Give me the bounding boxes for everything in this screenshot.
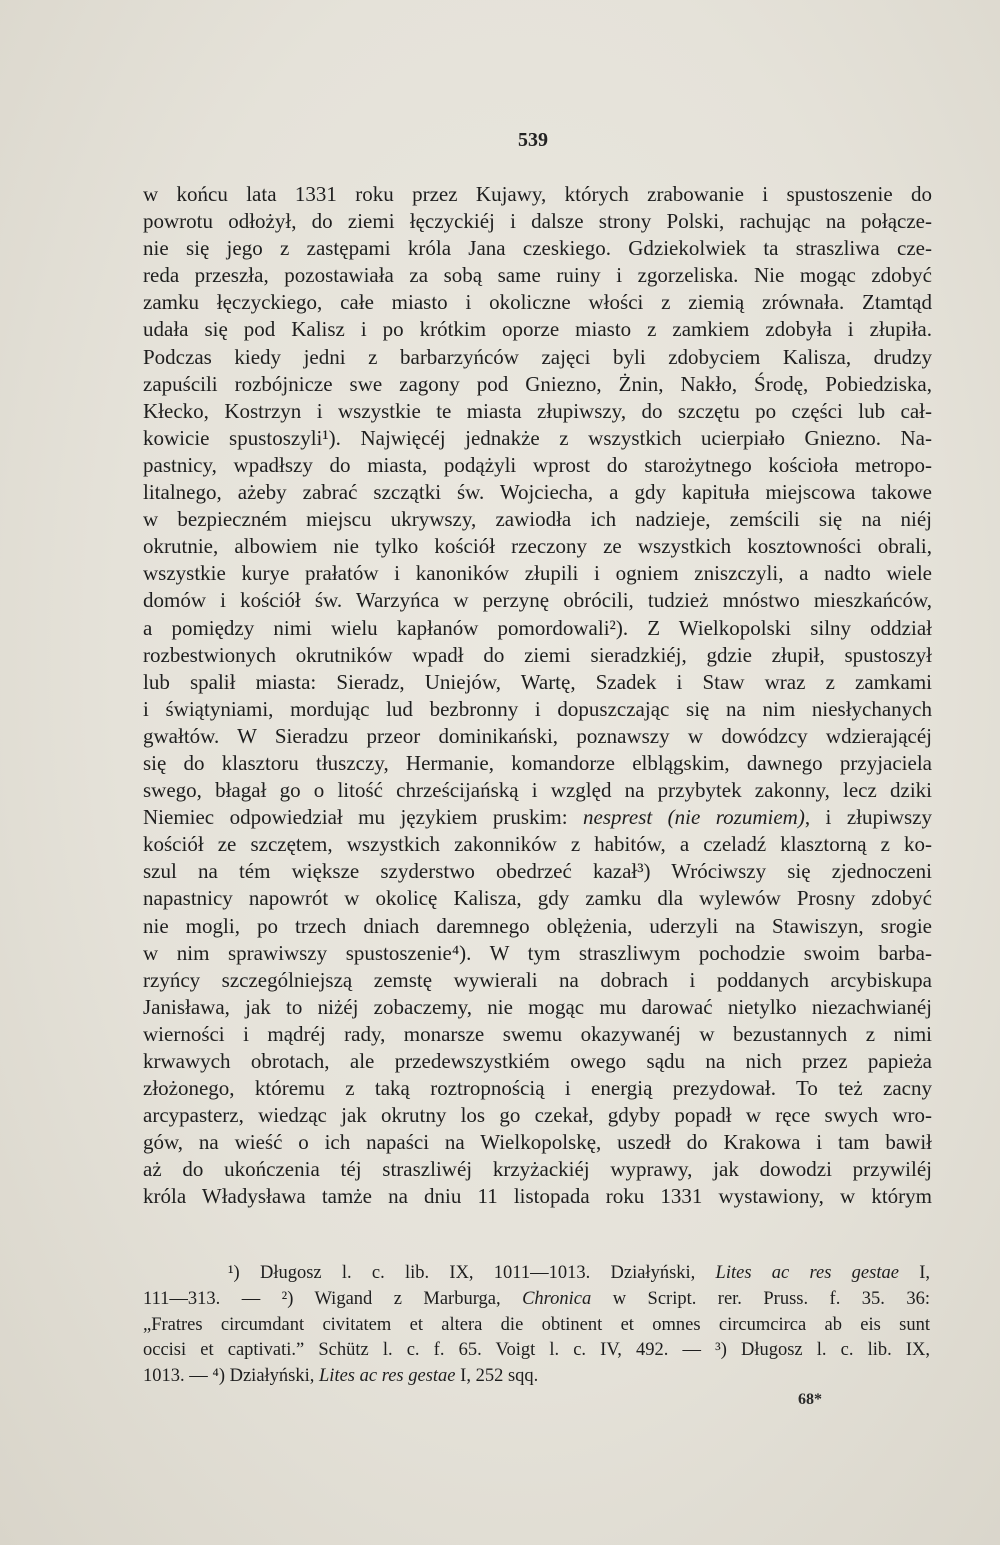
body-line-text: , i złupiwszy (804, 805, 932, 830)
body-line-text: Niemiec odpowiedział mu językiem pruskim: (143, 805, 584, 830)
body-line: w nim sprawiwszy spustoszenie⁴). W tym straszliwym pochodzie swoim barba- (143, 940, 932, 965)
footnote-text: 111—313. — ²) Wigand z Marburga, (143, 1288, 523, 1309)
body-line: wszystkie kurye prałatów i kanoników złupili i ogniem zniszczyli, a nadto wiele (143, 561, 932, 586)
footnote-text: 1013. — ⁴) Działyński, (143, 1366, 320, 1387)
body-line: w bezpieczném miejscu ukrywszy, zawiodła ich nadzieje, zemścili się na niéj (143, 507, 932, 532)
body-line: zapuścili rozbójnicze swe zagony pod Gniezno, Żnin, Nakło, Środę, Pobiedziska, (143, 371, 932, 396)
body-line: szul na tém większe szyderstwo obedrzeć kazał³) Wróciwszy się zjednoczeni (143, 859, 932, 884)
footnotes (143, 1261, 930, 1390)
body-line: kowicie spustoszyli¹). Najwięcéj jednakże z wszystkich ucierpiało Gniezno. Na- (143, 425, 932, 450)
body-text (143, 181, 932, 1211)
body-line: złożonego, któremu z taką roztropnością i energią prezydował. To też zacny (143, 1076, 932, 1101)
body-line: Janisława, jak to niżéj zobaczemy, nie mogąc mu darować nietylko niezachwianéj (143, 994, 932, 1019)
footnote-text: w Script. rer. Pruss. f. 35. 36: (591, 1288, 930, 1309)
body-line: nie mogli, po trzech dniach daremnego oblężenia, uderzyli na Stawiszyn, srogie (143, 913, 932, 938)
body-line (143, 804, 932, 831)
page-number: 539 (518, 129, 548, 151)
body-line: lub spalił miasta: Sieradz, Uniejów, Wartę, Szadek i Staw wraz z zamkami (143, 669, 932, 694)
body-line: gwałtów. W Sieradzu przeor dominikański, poznawszy w dowódzcy wdzierającéj (143, 723, 932, 748)
body-line: i świątyniami, mordując lud bezbronny i dopuszczając się na nim niesłychanych (143, 696, 932, 721)
body-line: rozbestwionych okrutników wpadł do ziemi sieradzkiéj, gdzie złupił, spustoszył (143, 642, 932, 667)
italic-title: Lites ac res gestae (715, 1263, 899, 1283)
body-line: gów, na wieść o ich napaści na Wielkopolskę, uszedł do Krakowa i tam bawił (143, 1130, 932, 1155)
body-line: Kłecko, Kostrzyn i wszystkie te miasta złupiwszy, do szczętu po części lub cał- (143, 398, 932, 423)
body-line: domów i kościół św. Warzyńca w perzynę obrócili, tudzież mnóstwo mieszkańców, (143, 588, 932, 613)
footnote-line (143, 1261, 930, 1287)
body-line: napastnicy napowrót w okolicę Kalisza, gdy zamku dla wylewów Prosny zdobyć (143, 886, 932, 911)
body-line: w końcu lata 1331 roku przez Kujawy, których zrabowanie i spustoszenie do (143, 182, 932, 206)
footnote-line (143, 1364, 930, 1390)
body-line: się do klasztoru tłuszczy, Hermanie, komandorze elblągskim, dawnego przyjaciela (143, 750, 932, 775)
footnote-text: ¹) Długosz l. c. lib. IX, 1011—1013. Działyński, (228, 1263, 716, 1283)
footnote-text: I, 252 sqq. (455, 1366, 539, 1387)
body-line: rzyńcy szczególniejszą zemstę wywierali na dobrach i poddanych arcybiskupa (143, 967, 932, 992)
body-line: wierności i mądréj rady, monarsze swemu okazywanéj w bezustannych z nimi (143, 1021, 932, 1046)
body-line: krwawych obrotach, ale przedewszystkiém owego sądu na nich przez papieża (143, 1049, 932, 1073)
italic-title: Chronica (522, 1288, 592, 1309)
signature-mark: 68* (798, 1391, 822, 1408)
body-line: litalnego, ażeby zabrać szczątki św. Wojciecha, a gdy kapituła miejscowa takowe (143, 480, 932, 505)
body-line: kościół ze szczętem, wszystkich zakonników z habitów, a czeladź klasztorną z ko- (143, 832, 932, 857)
footnote-line: occisi et captivati.” Schütz l. c. f. 65. Voigt l. c. IV, 492. — ³) Długosz l. c. lib. IX, (143, 1340, 930, 1361)
footnote-text: I, (898, 1263, 930, 1283)
body-line: aż do ukończenia téj straszliwéj krzyżackiéj wyprawy, jak dowodzi przywiléj (143, 1157, 932, 1182)
body-line: reda przeszła, pozostawiała za sobą same ruiny i zgorzeliska. Nie mogąc zdobyć (143, 263, 932, 288)
italic-title: Lites ac res gestae (319, 1366, 456, 1387)
body-line: okrutnie, albowiem nie tylko kościół rzeczony ze wszystkich kosztowności obrali, (143, 534, 932, 559)
body-line: udała się pod Kalisz i po krótkim oporze miasto z zamkiem zdobyła i złupiła. (143, 317, 932, 342)
body-line: zamku łęczyckiego, całe miasto i okoliczne włości z ziemią zrównała. Ztamtąd (143, 290, 932, 315)
italic-phrase: nesprest (nie rozumiem) (583, 805, 805, 830)
body-line: nie się jego z zastępami króla Jana czeskiego. Gdziekolwiek ta straszliwa cze- (143, 236, 932, 261)
body-line: króla Władysława tamże na dniu 11 listopada roku 1331 wystawiony, w którym (143, 1184, 932, 1209)
footnote-line (143, 1287, 930, 1313)
footnote-line: „Fratres circumdant civitatem et altera die obtinent et omnes circumcirca ab eis sunt (143, 1314, 930, 1335)
body-line: swego, błagał go o litość chrześcijańską i względ na przybytek zakonny, lecz dziki (143, 778, 932, 803)
body-line: pastnicy, wpadłszy do miasta, podążyli wprost do starożytnego kościoła metropo- (143, 452, 932, 477)
body-line: a pomiędzy nimi wielu kapłanów pomordowali²). Z Wielkopolski silny oddział (143, 615, 932, 640)
body-line: arcypasterz, wiedząc jak okrutny los go czekał, gdyby popadł w ręce swych wro- (143, 1103, 932, 1128)
body-line: powrotu odłożył, do ziemi łęczyckiéj i dalsze strony Polski, rachując na połącze- (143, 209, 932, 234)
body-line: Podczas kiedy jedni z barbarzyńców zajęci byli zdobyciem Kalisza, drudzy (143, 344, 932, 369)
